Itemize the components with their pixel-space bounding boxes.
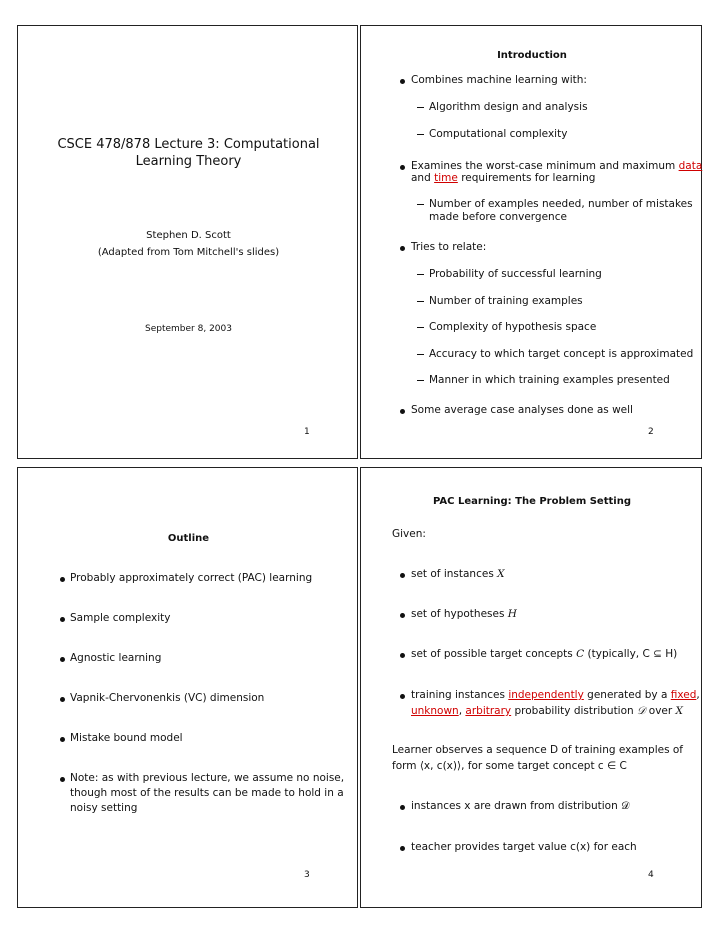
slide-4-given-4-red3: unknown: [411, 705, 459, 717]
slide-2-bullet-3: Tries to relate:: [411, 241, 487, 253]
slide-4-given-4-text4: over: [648, 705, 673, 717]
dash-icon: [417, 204, 424, 205]
slide-1-title-line1: CSCE 478/878 Lecture 3: Computational: [57, 137, 320, 152]
bullet-icon: [60, 777, 65, 782]
slide-2-sub-3-line1: Number of examples needed, number of mistakes: [429, 198, 693, 210]
slide-4-given-4-symbol2: X: [675, 705, 684, 717]
slide-2-page-number: 2: [648, 427, 654, 437]
slide-2-sub-5: Number of training examples: [429, 295, 583, 307]
slide-4-given-2-symbol: H: [507, 608, 517, 620]
bullet-icon: [400, 246, 405, 251]
slide-3-note-line3: noisy setting: [70, 802, 138, 814]
slide-2-sub-4: Probability of successful learning: [429, 268, 602, 280]
slide-2-bullet-2-text1: Examines the worst-case minimum and maximum: [411, 160, 676, 172]
slide-3-title: Outline: [167, 533, 210, 544]
slide-4-given-3: [411, 648, 677, 661]
bullet-icon: [400, 653, 405, 658]
bullet-icon: [60, 577, 65, 582]
dash-icon: [417, 301, 424, 302]
slide-2-bullet-2-text2: and: [411, 172, 431, 184]
slide-4-page-number: 4: [648, 870, 654, 880]
slide-2-bullet-4: Some average case analyses done as well: [411, 404, 633, 416]
slide-2-sub-2: Computational complexity: [429, 128, 568, 140]
dash-icon: [417, 354, 424, 355]
slide-2-sub-6: Complexity of hypothesis space: [429, 321, 597, 333]
slide-2-bullet-1: Combines machine learning with:: [411, 74, 587, 86]
slide-2-sub-3-line2: made before convergence: [429, 211, 567, 223]
slide-4-sub-2: teacher provides target value c(x) for each: [411, 841, 637, 853]
slide-4-given-4-text3: probability distribution: [514, 705, 634, 717]
dash-icon: [417, 274, 424, 275]
slide-4-given-4-red1: independently: [508, 689, 584, 701]
slide-4-given-2-text: set of hypotheses: [411, 608, 505, 620]
slide-4: [360, 467, 702, 908]
slide-4-title: PAC Learning: The Problem Setting: [433, 496, 631, 507]
slide-4-given-1: [411, 568, 505, 581]
slide-2-title: Introduction: [497, 50, 567, 61]
slide-1-adapted: (Adapted from Tom Mitchell's slides): [97, 247, 280, 258]
bullet-icon: [400, 573, 405, 578]
bullet-icon: [400, 79, 405, 84]
bullet-icon: [60, 737, 65, 742]
slide-2-bullet-2-text3: requirements for learning: [461, 172, 596, 184]
slide-3-item-1: Probably approximately correct (PAC) learning: [70, 572, 313, 584]
slide-2-bullet-2-red2: time: [434, 172, 458, 184]
dash-icon: [417, 327, 424, 328]
slide-1-date: September 8, 2003: [145, 324, 232, 334]
slide-1: [17, 25, 358, 459]
slide-3-item-5: Mistake bound model: [70, 732, 183, 744]
bullet-icon: [400, 613, 405, 618]
bullet-icon: [400, 409, 405, 414]
slide-4-given-4-red2: fixed: [670, 689, 697, 701]
slide-2-sub-8: Manner in which training examples presented: [429, 374, 670, 386]
bullet-icon: [60, 657, 65, 662]
slide-4-sub-1: instances x are drawn from distribution 𝒟: [411, 800, 630, 812]
slide-4-given-1-symbol: X: [497, 568, 505, 580]
slide-3-note-line1: Note: as with previous lecture, we assume no noise,: [70, 772, 345, 784]
slide-4-given-4-line2: unknown, arbitrary probability distribution 𝒟 over X: [411, 705, 684, 717]
slide-4-given: Given:: [392, 528, 426, 540]
slide-1-title: [18, 136, 359, 170]
slide-4-given-1-text: set of instances: [411, 568, 494, 580]
slide-2-bullet-2-red1: data: [678, 160, 703, 172]
slide-4-given-3-paren: (typically, C ⊆ H): [587, 648, 678, 660]
slide-4-given-4-text1: training instances: [411, 689, 505, 701]
bullet-icon: [60, 617, 65, 622]
bullet-icon: [400, 805, 405, 810]
slide-2: [360, 25, 702, 459]
dash-icon: [417, 380, 424, 381]
slide-2-bullet-2-line2: [411, 172, 595, 185]
slide-4-given-3-symbol: C: [576, 648, 585, 660]
slide-1-page-number: 1: [304, 427, 310, 437]
bullet-icon: [400, 165, 405, 170]
slide-3-item-4: Vapnik-Chervonenkis (VC) dimension: [70, 692, 265, 704]
slide-1-author: Stephen D. Scott: [146, 230, 231, 241]
dash-icon: [417, 134, 424, 135]
slide-4-given-2: [411, 608, 517, 621]
slide-4-given-4-line1: training instances independently generated by a fixed,: [411, 689, 700, 701]
slide-2-sub-7: Accuracy to which target concept is approximated: [429, 348, 694, 360]
bullet-icon: [400, 846, 405, 851]
slide-3-page-number: 3: [304, 870, 310, 880]
bullet-icon: [400, 694, 405, 699]
slide-4-given-4-red4: arbitrary: [465, 705, 512, 717]
bullet-icon: [60, 697, 65, 702]
slide-3-item-3: Agnostic learning: [70, 652, 162, 664]
slide-1-title-line2: Learning Theory: [135, 154, 242, 169]
slide-4-learner-line2: form ⟨x, c(x)⟩, for some target concept c ∈ C: [392, 760, 627, 772]
slide-4-given-4-symbol1: 𝒟: [637, 705, 646, 717]
slide-4-given-4-text2: generated by a: [587, 689, 668, 701]
slide-3-item-2: Sample complexity: [70, 612, 171, 624]
slide-3: [17, 467, 358, 908]
slide-3-note-line2: though most of the results can be made to hold in a: [70, 787, 344, 799]
dash-icon: [417, 107, 424, 108]
slide-4-given-3-text: set of possible target concepts: [411, 648, 573, 660]
slide-4-learner-line1: Learner observes a sequence D of training examples of: [392, 744, 684, 756]
slide-2-sub-1: Algorithm design and analysis: [429, 101, 588, 113]
